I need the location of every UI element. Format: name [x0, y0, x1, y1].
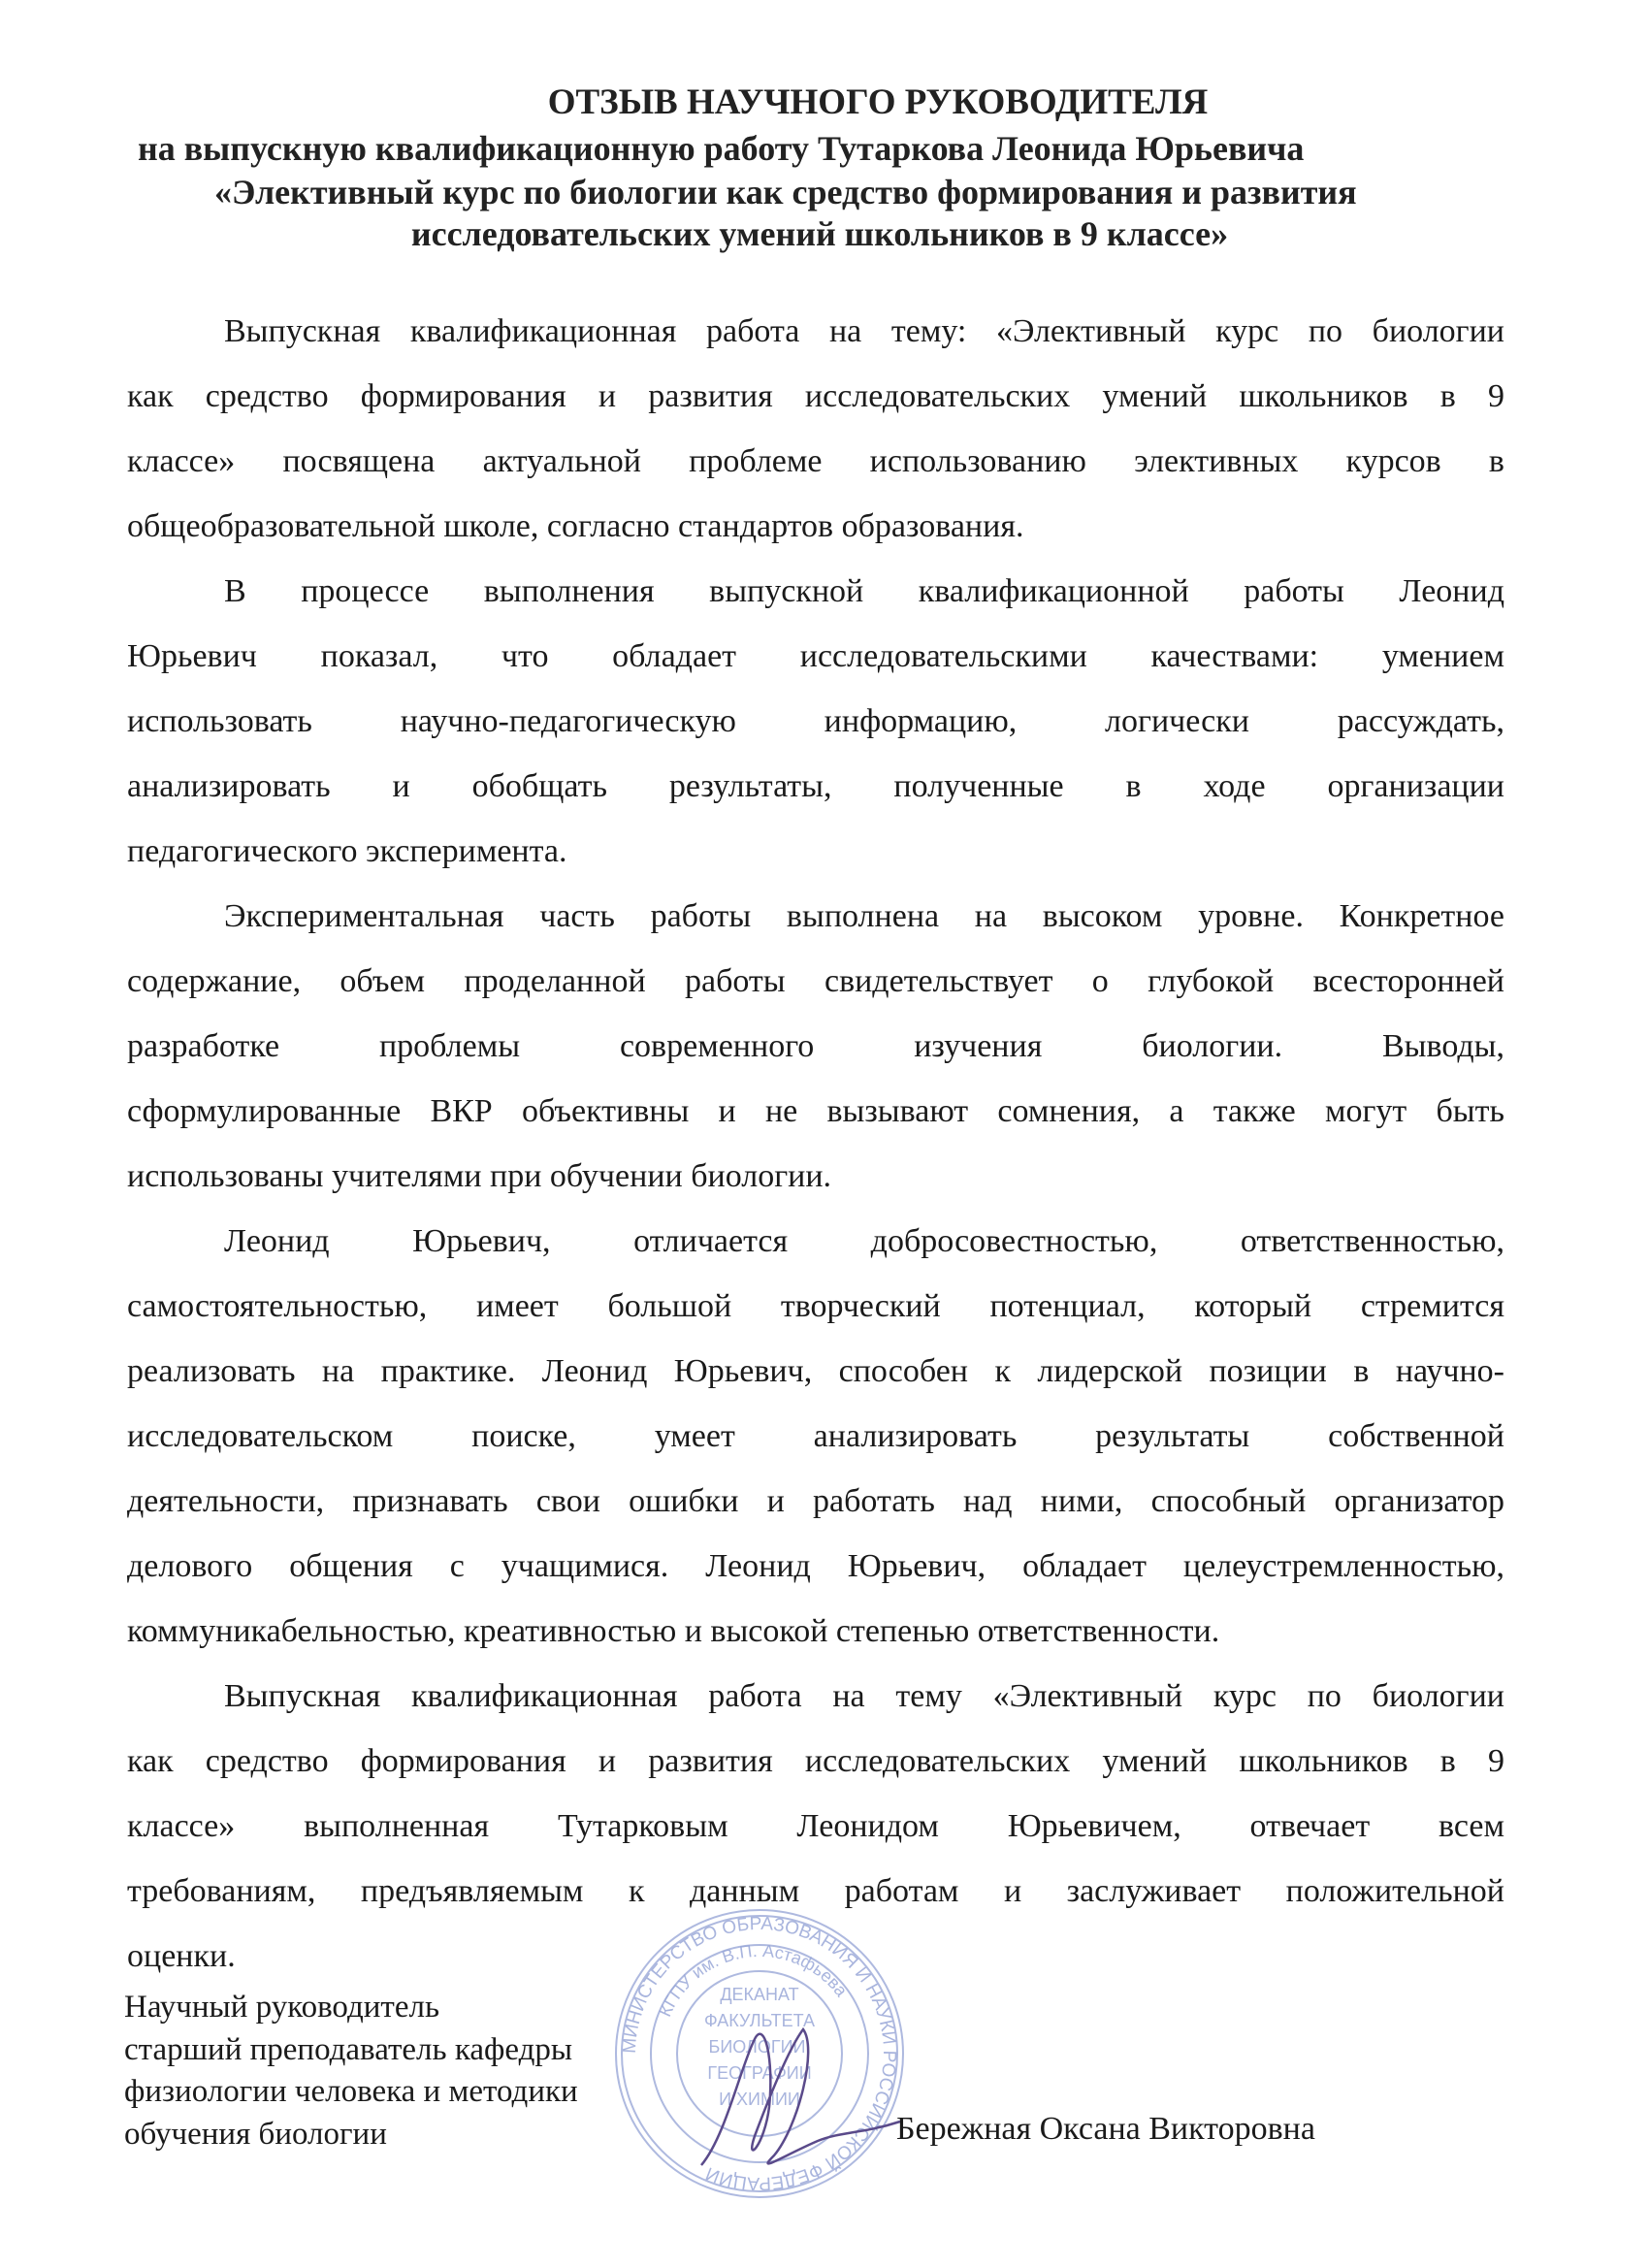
review-paragraph [127, 884, 1504, 1209]
supervisor-position: старший преподаватель кафедры [124, 2031, 573, 2067]
paragraph-line: классе» посвящена актуальной проблеме использованию элективных курсов в [127, 443, 1504, 479]
thesis-topic-line-2: исследовательских умений школьников в 9 классе» [410, 214, 1229, 253]
paragraph-line: содержание, объем проделанной работы свидетельствует о глубокой всесторонней [127, 963, 1504, 999]
paragraph-line: Выпускная квалификационная работа на тему: «Элективный курс по биологии [224, 313, 1504, 349]
stamp-center-line: ГЕОГРАФИИ [707, 2063, 812, 2083]
paragraph-line: коммуникабельностью, креативностью и высокой степенью ответственности. [127, 1613, 1220, 1649]
supervisor-name: Бережная Оксана Викторовна [896, 2111, 1315, 2147]
supervisor-role: Научный руководитель [124, 1990, 440, 2025]
paragraph-line: деятельности, признавать свои ошибки и работать над ними, способный организатор [127, 1483, 1504, 1519]
stamp-center-line: ДЕКАНАТ [720, 1985, 799, 2004]
paragraph-line: Выпускная квалификационная работа на тему «Элективный курс по биологии [224, 1678, 1504, 1714]
review-paragraph [127, 559, 1504, 884]
paragraph-line: требованиям, предъявляемым к данным работам и заслуживает положительной [127, 1873, 1504, 1909]
document-subtitle: на выпускную квалификационную работу Тутаркова Леонида Юрьевича [138, 129, 1305, 168]
stamp-center-text [704, 1985, 815, 2109]
paragraph-line: оценки. [127, 1938, 236, 1974]
official-stamp [609, 1903, 910, 2204]
paragraph-line: классе» выполненная Тутарковым Леонидом Юрьевичем, отвечает всем [127, 1808, 1504, 1844]
supervisor-department-1: физиологии человека и методики [124, 2074, 578, 2109]
review-paragraph [127, 1209, 1504, 1664]
paragraph-line: как средство формирования и развития исследовательских умений школьников в 9 [127, 378, 1504, 414]
review-body [127, 299, 1504, 1989]
stamp-ring-text: КГПУ им. В.П. Астафьева [655, 1940, 852, 2020]
document-title: ОТЗЫВ НАУЧНОГО РУКОВОДИТЕЛЯ [547, 82, 1209, 122]
paragraph-line: В процессе выполнения выпускной квалификационной работы Леонид [224, 573, 1504, 609]
paragraph-line: сформулированные ВКР объективны и не вызывают сомнения, а также могут быть [127, 1093, 1504, 1129]
paragraph-line: использовать научно-педагогическую информацию, логически рассуждать, [127, 703, 1504, 739]
stamp-center-line: БИОЛОГИИ, [708, 2037, 811, 2057]
paragraph-line: разработке проблемы современного изучения биологии. Выводы, [127, 1028, 1504, 1064]
paragraph-line: анализировать и обобщать результаты, полученные в ходе организации [127, 768, 1504, 804]
paragraph-line: Экспериментальная часть работы выполнена на высоком уровне. Конкретное [224, 898, 1504, 934]
paragraph-line: как средство формирования и развития исследовательских умений школьников в 9 [127, 1743, 1504, 1779]
stamp-center-line: И ХИМИИ [719, 2090, 800, 2109]
thesis-topic-line-1: «Элективный курс по биологии как средство формирования и развития [214, 173, 1357, 211]
paragraph-line: общеобразовательной школе, согласно стандартов образования. [127, 508, 1024, 544]
supervisor-department-2: обучения биологии [124, 2116, 387, 2152]
paragraph-line: использованы учителями при обучении биологии. [127, 1158, 832, 1194]
supervisor-block [124, 1987, 578, 2155]
paragraph-line: исследовательском поиске, умеет анализировать результаты собственной [127, 1418, 1504, 1454]
paragraph-line: самостоятельностью, имеет большой творческий потенциал, который стремится [127, 1288, 1504, 1324]
paragraph-line: педагогического эксперимента. [127, 833, 567, 869]
review-paragraph [127, 299, 1504, 559]
paragraph-line: Леонид Юрьевич, отличается добросовестностью, ответственностью, [224, 1223, 1504, 1259]
stamp-outer-text: МИНИСТЕРСТВО ОБРАЗОВАНИЯ И НАУКИ РОССИЙСКОЙ ФЕДЕРАЦИИ [619, 1913, 900, 2194]
paragraph-line: реализовать на практике. Леонид Юрьевич, способен к лидерской позиции в научно- [127, 1353, 1504, 1389]
paragraph-line: делового общения с учащимися. Леонид Юрьевич, обладает целеустремленностью, [127, 1548, 1504, 1584]
paragraph-line: Юрьевич показал, что обладает исследовательскими качествами: умением [127, 638, 1504, 674]
stamp-center-line: ФАКУЛЬТЕТА [703, 2011, 816, 2030]
